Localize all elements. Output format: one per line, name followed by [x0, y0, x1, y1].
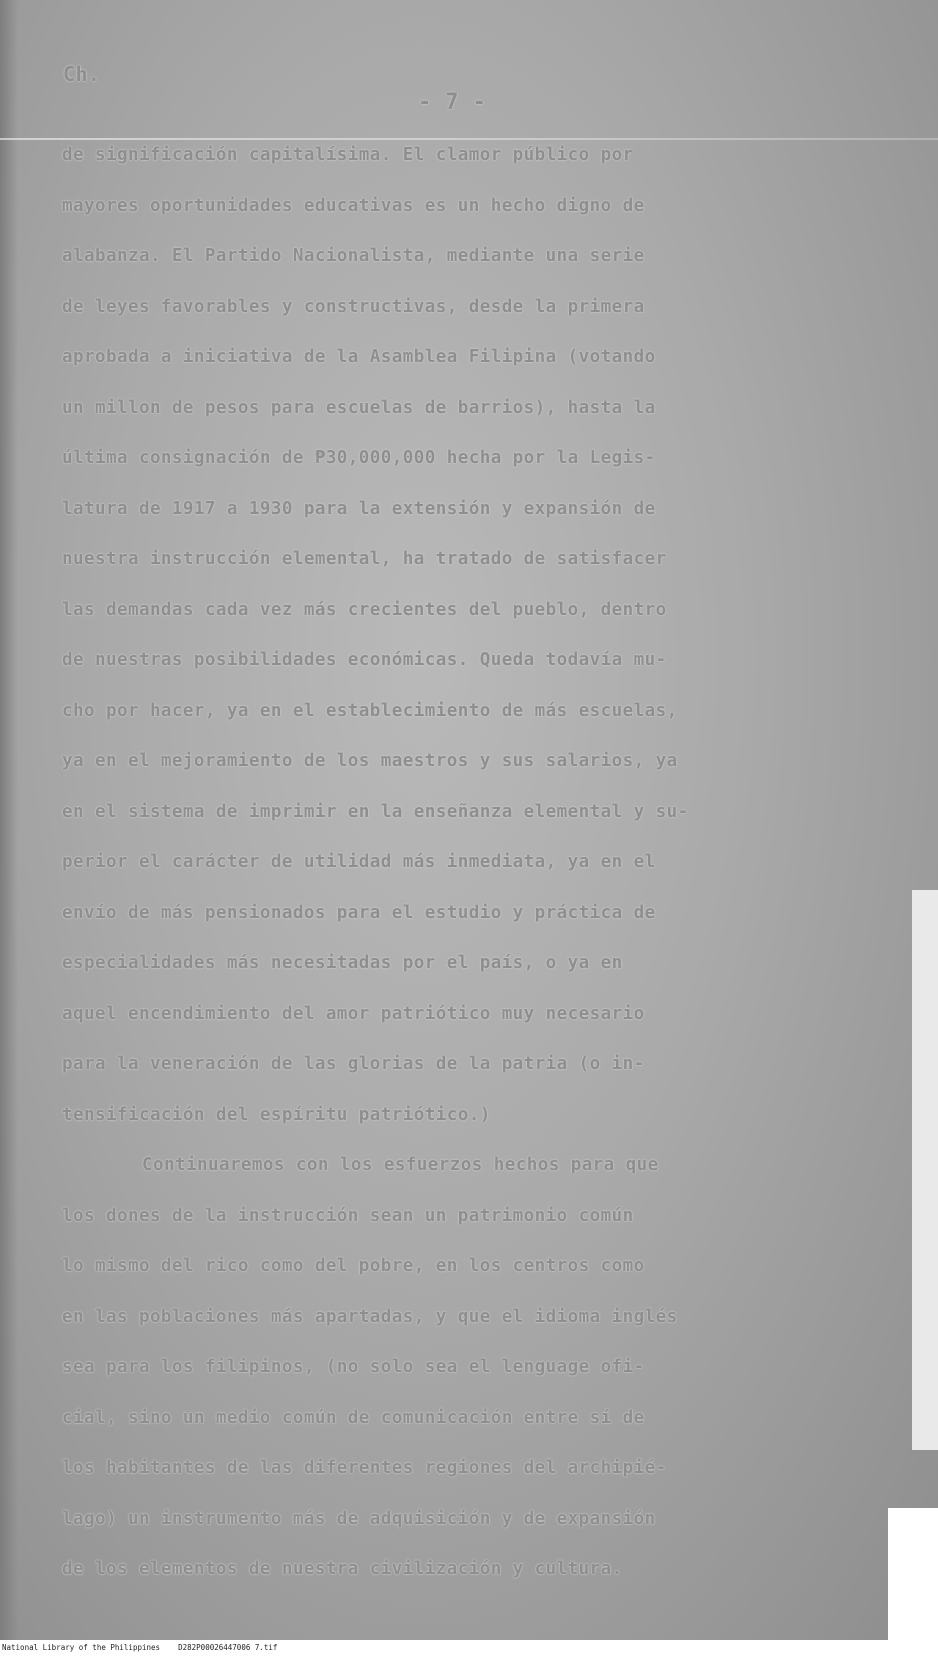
text-line: para la veneración de las glorias de la patria (o in-	[62, 1054, 645, 1074]
text-line: sea para los filipinos, (no solo sea el lenguage ofi-	[62, 1357, 645, 1377]
text-line: de leyes favorables y constructivas, desde la primera	[62, 296, 645, 317]
text-line: envío de más pensionados para el estudio y práctica de	[62, 902, 656, 923]
text-line: aprobada a iniciativa de la Asamblea Filipina (votando	[62, 347, 656, 367]
text-line: los dones de la instrucción sean un patrimonio común	[62, 1205, 634, 1226]
text-line: aquel encendimiento del amor patriótico muy necesario	[62, 1003, 645, 1024]
text-line: Continuaremos con los esfuerzos hechos para que	[142, 1155, 659, 1175]
page-number: - 7 -	[418, 90, 487, 115]
text-line: las demandas cada vez más crecientes del pueblo, dentro	[62, 599, 667, 620]
archive-footer	[0, 1640, 938, 1658]
paper-corner-patch	[888, 1508, 938, 1640]
text-line: perior el carácter de utilidad más inmediata, ya en el	[62, 852, 656, 872]
text-line: tensificación del espíritu patriótico.)	[62, 1104, 491, 1125]
text-line: nuestra instrucción elemental, ha tratado de satisfacer	[62, 549, 667, 569]
body-text	[62, 130, 882, 1595]
corner-mark: Ch.	[63, 62, 101, 86]
text-line: cho por hacer, ya en el establecimiento de más escuelas,	[62, 700, 678, 721]
text-line: lo mismo del rico como del pobre, en los centros como	[62, 1256, 645, 1276]
text-line: los habitantes de las diferentes regiones del archipié-	[62, 1458, 667, 1478]
text-line: de los elementos de nuestra civilización y cultura.	[62, 1559, 623, 1579]
text-line: última consignación de ₱30,000,000 hecha por la Legis-	[62, 448, 656, 468]
text-line: lago) un instrumento más de adquisición y de expansión	[62, 1508, 656, 1529]
text-line: de significación capitalísima. El clamor público por	[62, 145, 634, 165]
text-line: latura de 1917 a 1930 para la extensión y expansión de	[62, 498, 656, 519]
text-line: un millon de pesos para escuelas de barrios), hasta la	[62, 397, 656, 418]
text-line: en las poblaciones más apartadas, y que el idioma inglés	[62, 1306, 678, 1327]
text-line: cial, sino un medio común de comunicación entre sí de	[62, 1407, 645, 1428]
text-line: en el sistema de imprimir en la enseñanza elemental y su-	[62, 801, 689, 822]
text-line: alabanza. El Partido Nacionalista, mediante una serie	[62, 246, 645, 266]
text-line: de nuestras posibilidades económicas. Queda todavía mu-	[62, 650, 667, 670]
text-line: especialidades más necesitadas por el país, o ya en	[62, 953, 623, 973]
text-line: mayores oportunidades educativas es un hecho digno de	[62, 195, 645, 216]
text-line: ya en el mejoramiento de los maestros y sus salarios, ya	[62, 751, 678, 771]
footer-caption: National Library of the Philippines D282P00026447006 7.tif	[2, 1643, 278, 1652]
page-edge-shadow	[0, 0, 18, 1640]
paper-edge-strip	[912, 890, 938, 1450]
